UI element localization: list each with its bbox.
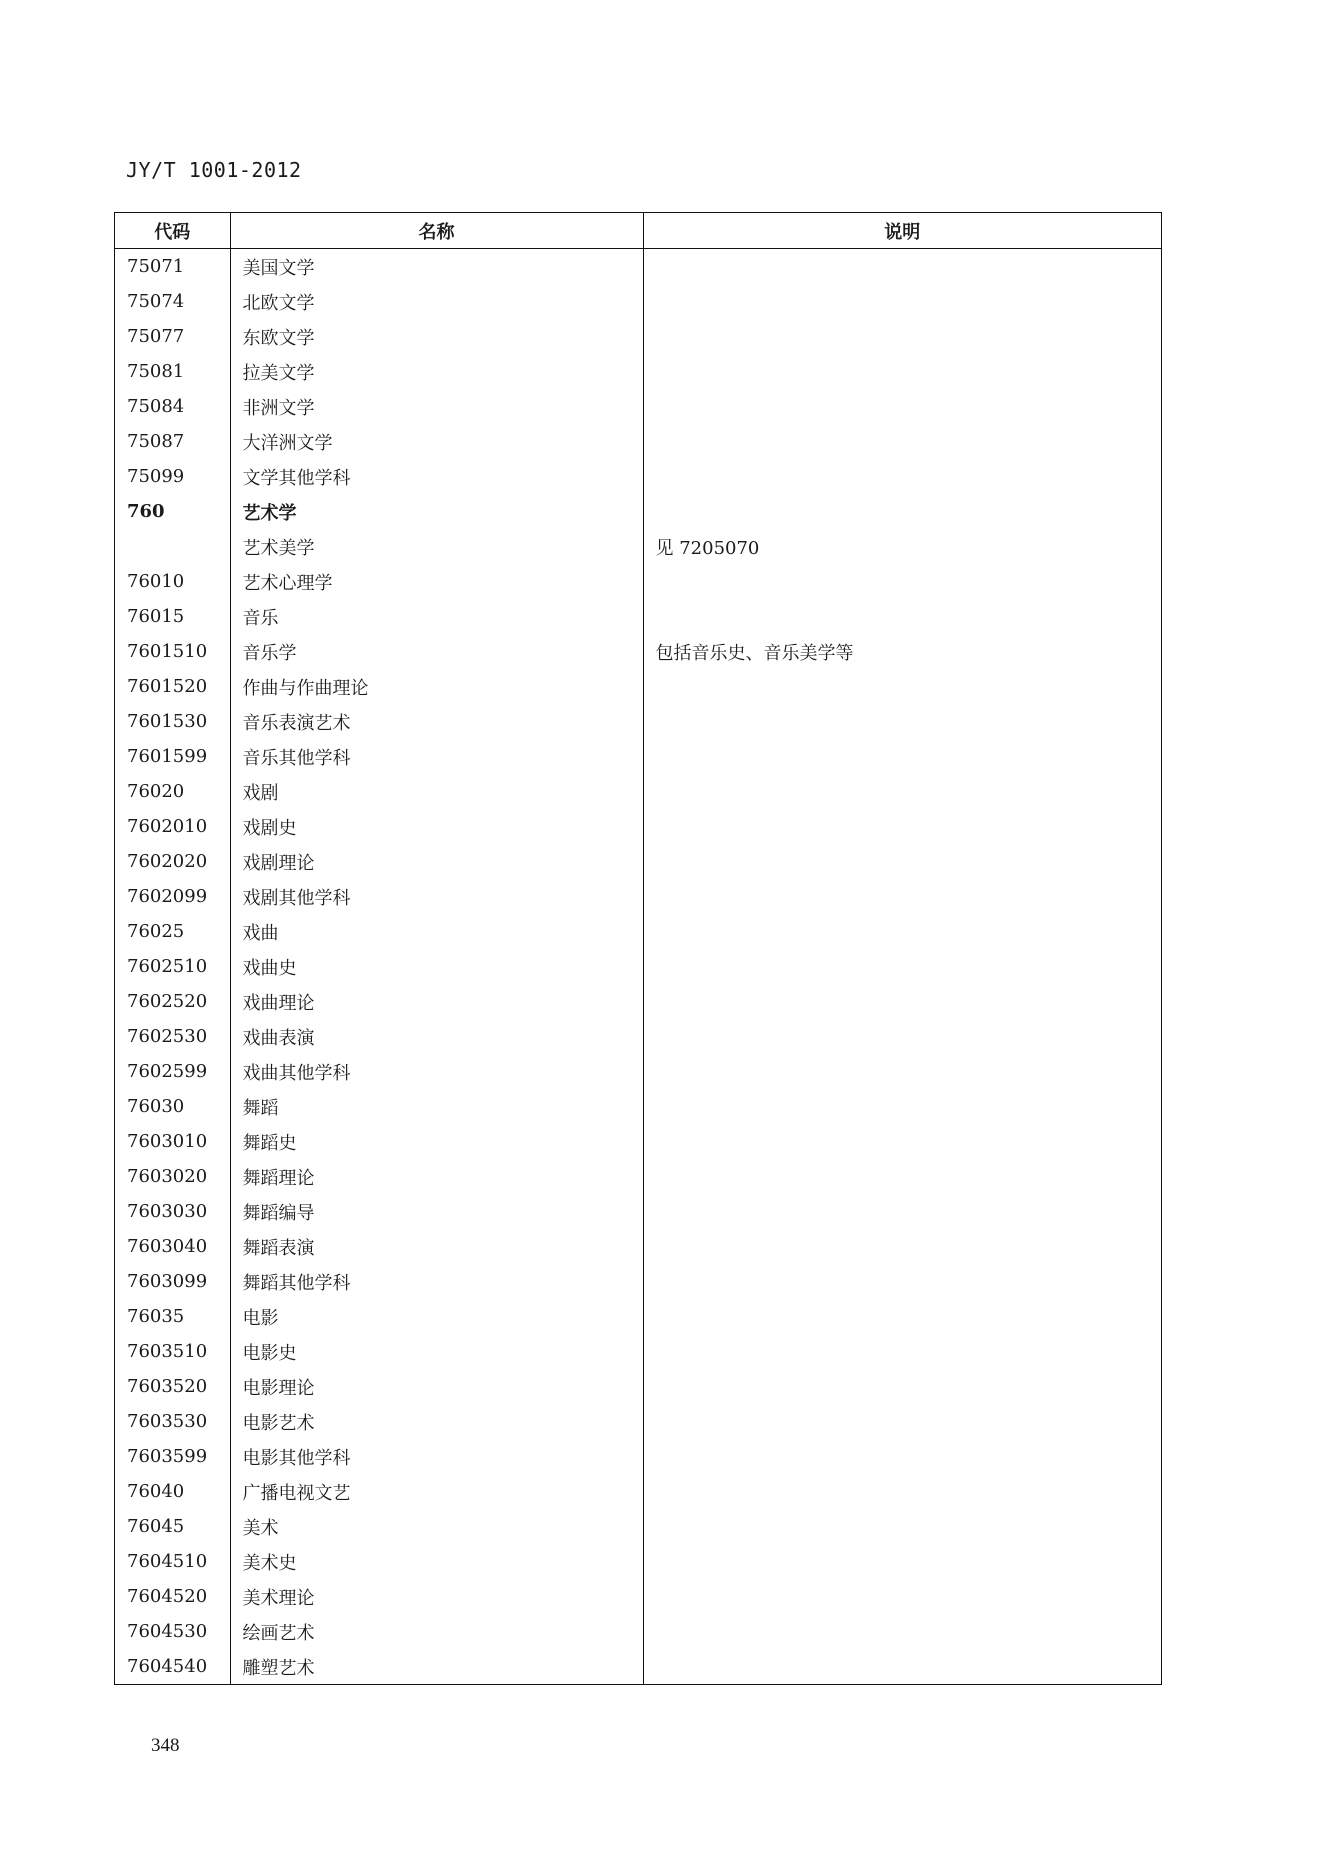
cell-name: 东欧文学 — [230, 319, 643, 354]
cell-note — [643, 809, 1161, 844]
table-row — [115, 879, 1161, 914]
table-row — [115, 354, 1161, 389]
cell-code: 76040 — [127, 1481, 185, 1502]
cell-name: 音乐其他学科 — [230, 739, 643, 774]
cell-name: 舞蹈史 — [230, 1124, 643, 1159]
table-row — [115, 284, 1161, 319]
table-row — [115, 844, 1161, 879]
cell-code: 7603010 — [127, 1131, 208, 1152]
cell-note — [643, 1124, 1161, 1159]
cell-name: 舞蹈 — [230, 1089, 643, 1124]
cell-code: 7603099 — [127, 1271, 208, 1292]
cell-name: 电影艺术 — [230, 1404, 643, 1439]
cell-code: 76035 — [127, 1306, 185, 1327]
cell-name: 美术史 — [230, 1544, 643, 1579]
cell-code: 76025 — [127, 921, 185, 942]
table-row — [115, 1019, 1161, 1054]
table-row — [115, 1194, 1161, 1229]
cell-note — [643, 1229, 1161, 1264]
cell-note — [643, 599, 1161, 634]
cell-code: 7603040 — [127, 1236, 208, 1257]
table-row — [115, 424, 1161, 459]
table-row — [115, 494, 1161, 529]
cell-note — [643, 1439, 1161, 1474]
cell-note — [643, 494, 1161, 529]
table-row — [115, 389, 1161, 424]
cell-name: 艺术心理学 — [230, 564, 643, 599]
cell-code: 76010 — [127, 571, 185, 592]
cell-name: 舞蹈编导 — [230, 1194, 643, 1229]
table-row — [115, 1299, 1161, 1334]
table-body — [115, 249, 1161, 1685]
table-row — [115, 1544, 1161, 1579]
cell-name: 音乐 — [230, 599, 643, 634]
table-row — [115, 949, 1161, 984]
table-row — [115, 1369, 1161, 1404]
cell-name: 非洲文学 — [230, 389, 643, 424]
cell-note — [643, 1579, 1161, 1614]
cell-note — [643, 1334, 1161, 1369]
cell-name: 作曲与作曲理论 — [230, 669, 643, 704]
cell-code: 7604510 — [127, 1551, 208, 1572]
cell-code: 7602599 — [127, 1061, 208, 1082]
cell-name: 拉美文学 — [230, 354, 643, 389]
cell-code: 7603599 — [127, 1446, 208, 1467]
cell-code: 75084 — [127, 396, 185, 417]
cell-note — [643, 984, 1161, 1019]
cell-name: 电影 — [230, 1299, 643, 1334]
cell-name: 美术理论 — [230, 1579, 643, 1614]
cell-note — [643, 1474, 1161, 1509]
cell-code: 7602530 — [127, 1026, 208, 1047]
table-row — [115, 1089, 1161, 1124]
table-row — [115, 1334, 1161, 1369]
table-row — [115, 459, 1161, 494]
cell-note — [643, 1544, 1161, 1579]
table-row — [115, 1439, 1161, 1474]
cell-note — [643, 1159, 1161, 1194]
cell-name: 电影史 — [230, 1334, 643, 1369]
cell-note: 包括音乐史、音乐美学等 — [643, 634, 1161, 669]
cell-name: 绘画艺术 — [230, 1614, 643, 1649]
table-row — [115, 1474, 1161, 1509]
cell-code: 7603030 — [127, 1201, 208, 1222]
cell-code: 7603510 — [127, 1341, 208, 1362]
table-row — [115, 249, 1161, 285]
cell-code: 75071 — [127, 256, 185, 277]
cell-name: 艺术美学 — [230, 529, 643, 564]
cell-code: 7602510 — [127, 956, 208, 977]
cell-note — [643, 844, 1161, 879]
cell-code: 7601530 — [127, 711, 208, 732]
cell-note — [643, 1054, 1161, 1089]
table-row — [115, 1509, 1161, 1544]
cell-name: 戏剧史 — [230, 809, 643, 844]
cell-note — [643, 1614, 1161, 1649]
cell-name: 电影理论 — [230, 1369, 643, 1404]
cell-code: 76015 — [127, 606, 185, 627]
cell-code — [115, 529, 230, 564]
cell-name: 戏剧其他学科 — [230, 879, 643, 914]
cell-code: 7601510 — [127, 641, 208, 662]
cell-name: 美术 — [230, 1509, 643, 1544]
page-number: 348 — [151, 1735, 180, 1756]
cell-name: 戏曲理论 — [230, 984, 643, 1019]
cell-note — [643, 949, 1161, 984]
cell-code: 7601599 — [127, 746, 208, 767]
cell-name: 戏剧理论 — [230, 844, 643, 879]
cell-name: 美国文学 — [230, 249, 643, 285]
cell-name: 戏曲表演 — [230, 1019, 643, 1054]
table-row — [115, 984, 1161, 1019]
cell-name: 北欧文学 — [230, 284, 643, 319]
cell-name: 文学其他学科 — [230, 459, 643, 494]
column-header-code: 代码 — [115, 213, 230, 249]
cell-name: 戏曲其他学科 — [230, 1054, 643, 1089]
cell-note — [643, 1369, 1161, 1404]
table-row — [115, 1124, 1161, 1159]
table-row — [115, 1649, 1161, 1684]
cell-note — [643, 459, 1161, 494]
table-row — [115, 599, 1161, 634]
cell-name: 广播电视文艺 — [230, 1474, 643, 1509]
cell-note — [643, 389, 1161, 424]
cell-code: 7604540 — [127, 1656, 208, 1677]
cell-note: 见 7205070 — [643, 529, 1161, 564]
table-row — [115, 529, 1161, 564]
cell-name: 音乐学 — [230, 634, 643, 669]
cell-name: 戏曲史 — [230, 949, 643, 984]
cell-name: 大洋洲文学 — [230, 424, 643, 459]
cell-note — [643, 1404, 1161, 1439]
cell-note — [643, 424, 1161, 459]
cell-code: 76030 — [127, 1096, 185, 1117]
cell-name: 雕塑艺术 — [230, 1649, 643, 1684]
table-row — [115, 1229, 1161, 1264]
cell-name: 舞蹈表演 — [230, 1229, 643, 1264]
cell-note — [643, 284, 1161, 319]
cell-code: 75074 — [127, 291, 185, 312]
table-row — [115, 1614, 1161, 1649]
cell-name: 戏剧 — [230, 774, 643, 809]
cell-note — [643, 354, 1161, 389]
cell-code: 7602020 — [127, 851, 208, 872]
cell-note — [643, 879, 1161, 914]
cell-code: 7604520 — [127, 1586, 208, 1607]
cell-note — [643, 774, 1161, 809]
cell-code: 76020 — [127, 781, 185, 802]
column-header-name: 名称 — [230, 213, 643, 249]
cell-code: 7602099 — [127, 886, 208, 907]
table-row — [115, 669, 1161, 704]
cell-code: 75077 — [127, 326, 185, 347]
cell-code: 7603520 — [127, 1376, 208, 1397]
cell-note — [643, 1019, 1161, 1054]
cell-code: 7601520 — [127, 676, 208, 697]
cell-code: 7603530 — [127, 1411, 208, 1432]
cell-note — [643, 1194, 1161, 1229]
cell-name: 戏曲 — [230, 914, 643, 949]
table-row — [115, 1264, 1161, 1299]
cell-note — [643, 1649, 1161, 1684]
cell-code: 76045 — [127, 1516, 185, 1537]
cell-code: 760 — [127, 501, 165, 522]
cell-code: 7602010 — [127, 816, 208, 837]
table-row — [115, 1579, 1161, 1614]
cell-note — [643, 249, 1161, 285]
table-row — [115, 1404, 1161, 1439]
cell-note — [643, 1264, 1161, 1299]
table-row — [115, 634, 1161, 669]
table-row — [115, 914, 1161, 949]
cell-note — [643, 704, 1161, 739]
cell-name: 舞蹈其他学科 — [230, 1264, 643, 1299]
document-standard-code: JY/T 1001-2012 — [126, 158, 302, 182]
discipline-code-table — [114, 212, 1162, 1685]
cell-code: 75099 — [127, 466, 185, 487]
table-row — [115, 319, 1161, 354]
table-row — [115, 774, 1161, 809]
cell-note — [643, 1089, 1161, 1124]
cell-name: 舞蹈理论 — [230, 1159, 643, 1194]
cell-note — [643, 669, 1161, 704]
cell-name: 音乐表演艺术 — [230, 704, 643, 739]
cell-code: 75087 — [127, 431, 185, 452]
cell-code: 75081 — [127, 361, 185, 382]
table-row — [115, 1054, 1161, 1089]
table-header-row — [115, 213, 1161, 249]
cell-name: 电影其他学科 — [230, 1439, 643, 1474]
cell-note — [643, 564, 1161, 599]
column-header-note: 说明 — [643, 213, 1161, 249]
table-row — [115, 739, 1161, 774]
table-row — [115, 1159, 1161, 1194]
cell-note — [643, 319, 1161, 354]
cell-note — [643, 1509, 1161, 1544]
table-row — [115, 809, 1161, 844]
cell-name: 艺术学 — [230, 494, 643, 529]
cell-note — [643, 914, 1161, 949]
cell-code: 7604530 — [127, 1621, 208, 1642]
table-row — [115, 704, 1161, 739]
cell-note — [643, 739, 1161, 774]
cell-code: 7603020 — [127, 1166, 208, 1187]
cell-code: 7602520 — [127, 991, 208, 1012]
cell-note — [643, 1299, 1161, 1334]
table-row — [115, 564, 1161, 599]
